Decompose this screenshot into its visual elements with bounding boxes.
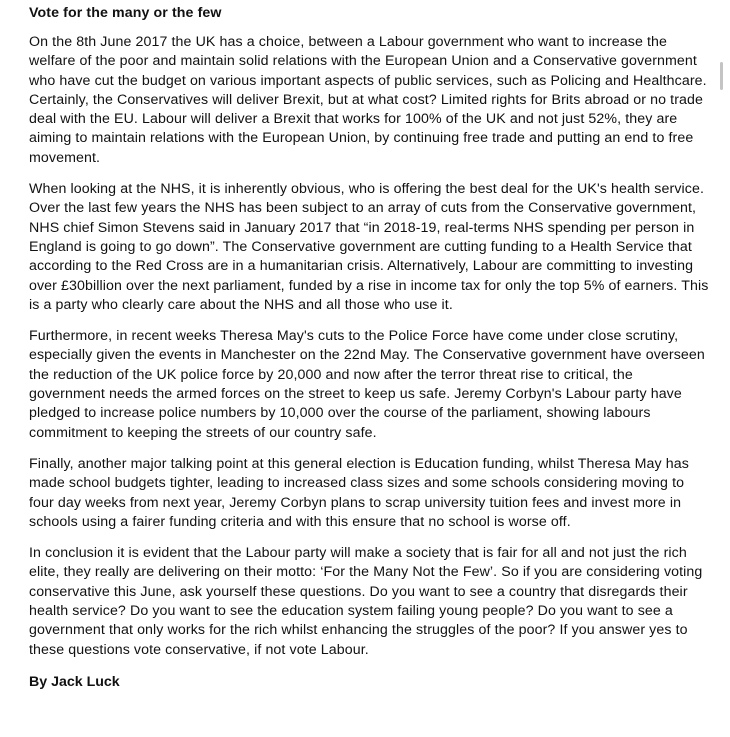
article (29, 5, 709, 691)
paragraph-conclusion: In conclusion it is evident that the Labour party will make a society that is fair for all and not just the rich elite, they really are delivering on their motto: ‘For the Many Not the Few’. So if you are considering voting conservative this June, ask yourself these questions. Do you want to see a country that disregards their health service? Do you want to see the education system failing young people? Do you want to see a government that only works for the rich whilst enhancing the struggles of the poor? If you answer yes to these questions vote conservative, if not vote Labour. (29, 545, 703, 658)
author-byline: By Jack Luck (29, 673, 120, 690)
paragraph-brexit: On the 8th June 2017 the UK has a choice, between a Labour government who want to increase the welfare of the poor and maintain solid relations with the European Union and a Conservative government who have cut the budget on various important aspects of public services, such as Policing and Healthcare. Certainly, the Conservatives will deliver Brexit, but at what cost? Limited rights for Brits abroad or no trade deal with the EU. Labour will deliver a Brexit that works for 100% of the UK and not just 52%, they are aiming to maintain relations with the European Union, by continuing free trade and putting an end to free movement. (29, 34, 707, 166)
paragraph-nhs: When looking at the NHS, it is inherently obvious, who is offering the best deal for the UK's health service. Over the last few years the NHS has been subject to an array of cuts from the Conservative government, NHS chief Simon Stevens said in January 2017 that “in 2018-19, real-terms NHS spending per person in England is going to go down”. The Conservative government are cutting funding to a Health Service that according to the Red Cross are in a humanitarian crisis. Alternatively, Labour are committing to investing over £30billion over the next parliament, funded by a rise in income tax for only the top 5% of earners. This is a party who clearly care about the NHS and all those who use it. (29, 181, 709, 313)
paragraph-education: Finally, another major talking point at this general election is Education funding, whilst Theresa May has made school budgets tighter, leading to increased class sizes and some schools considering moving to four day weeks from next year, Jeremy Corbyn plans to scrap university tuition fees and invest more in schools using a fairer funding criteria and with this ensure that no school is worse off. (29, 455, 689, 530)
paragraph-police: Furthermore, in recent weeks Theresa May's cuts to the Police Force have come under close scrutiny, especially given the events in Manchester on the 22nd May. The Conservative government have overseen the reduction of the UK police force by 20,000 and now after the terror threat rise to critical, the government needs the armed forces on the street to keep us safe. Jeremy Corbyn's Labour party have pledged to increase police numbers by 10,000 over the course of the parliament, showing labours commitment to keeping the streets of our country safe. (29, 328, 705, 441)
scrollbar-thumb[interactable] (720, 62, 723, 90)
article-title: Vote for the many or the few (29, 5, 222, 21)
